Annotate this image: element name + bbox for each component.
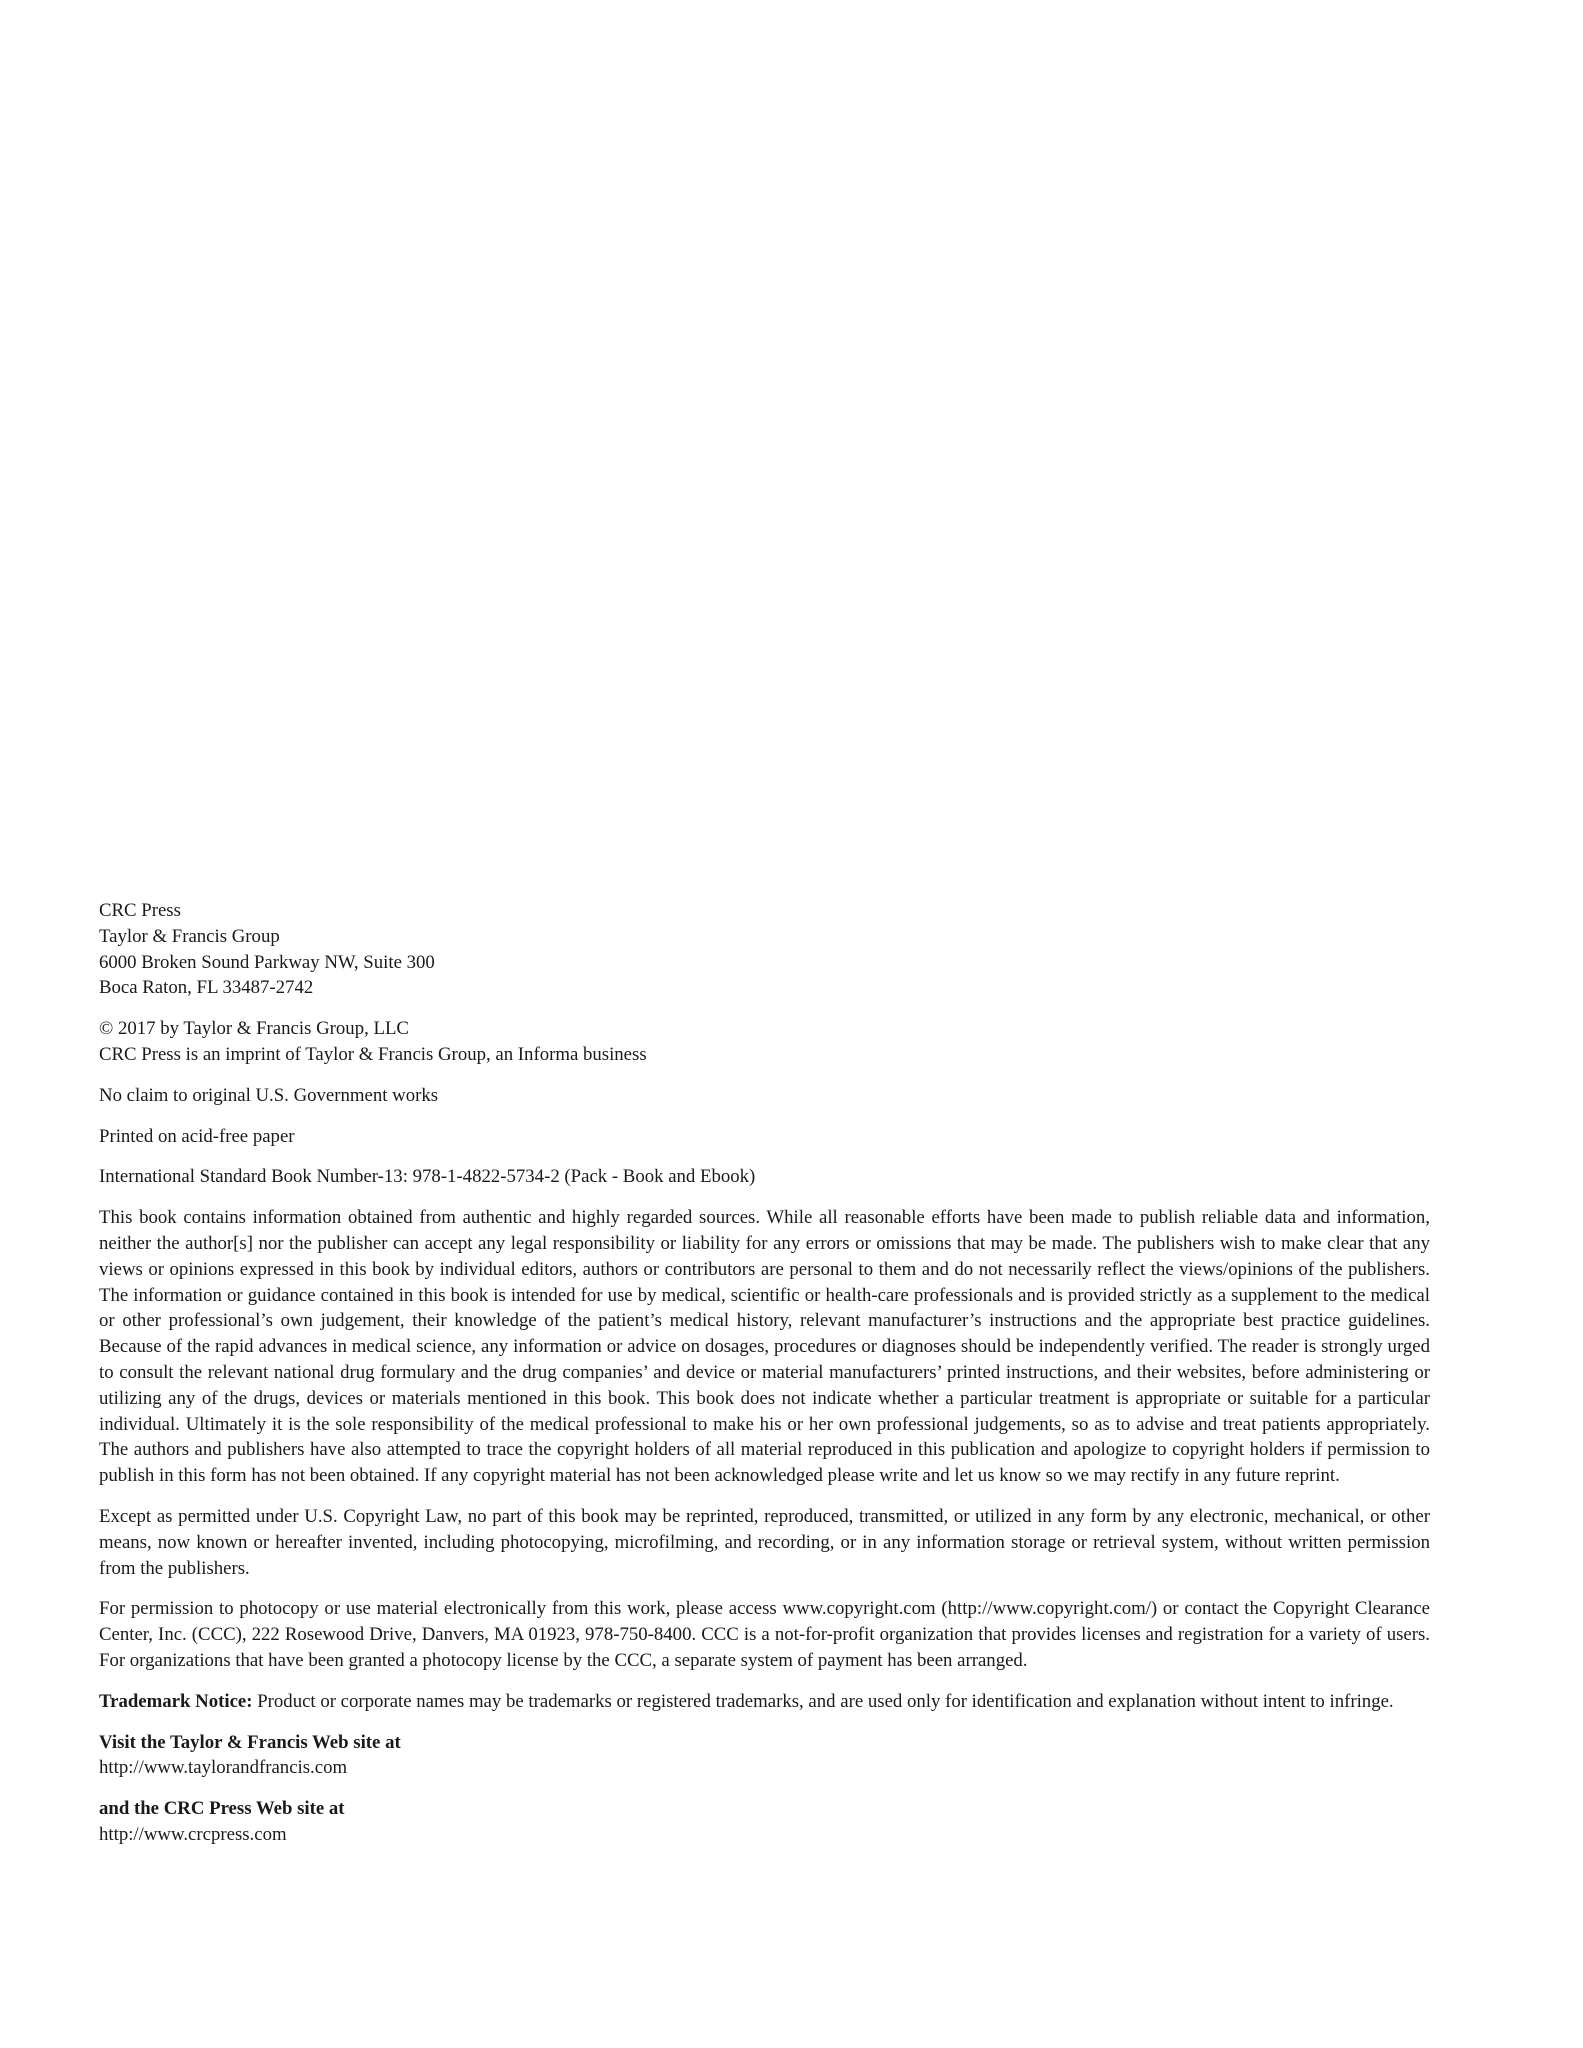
isbn-line: International Standard Book Number-13: 978-1-4822-5734-2 (Pack - Book and Ebook) bbox=[99, 1166, 756, 1188]
tf-website-heading: Visit the Taylor & Francis Web site at bbox=[99, 1731, 401, 1753]
publisher-address-line2: Boca Raton, FL 33487-2742 bbox=[99, 977, 314, 999]
trademark-label: Trademark Notice: bbox=[99, 1690, 253, 1712]
permission-paragraph: For permission to photocopy or use material electronically from this work, please access www.copyright.com (http://www.copyright.com/) or contact the Copyright Clearance Center, Inc. (CCC), 222 Rosewood Drive, Danvers, MA 01923, 978-750-8400. CCC is a not-for-profit organization that provides licenses and registration for a variety of users. For organizations that have been granted a photocopy license by the CCC, a separate system of payment has been arranged. bbox=[99, 1598, 1430, 1671]
publisher-address-line1: 6000 Broken Sound Parkway NW, Suite 300 bbox=[99, 951, 435, 973]
copyright-law-paragraph: Except as permitted under U.S. Copyright Law, no part of this book may be reprinted, reproduced, transmitted, or utilized in any form by any electronic, mechanical, or other means, now known or hereafter invented, including photocopying, microfilming, and recording, or in any information storage or retrieval system, without written permission from the publishers. bbox=[99, 1505, 1430, 1579]
no-claim-line: No claim to original U.S. Government works bbox=[99, 1084, 439, 1106]
publisher-group: Taylor & Francis Group bbox=[99, 925, 280, 947]
copyright-line: © 2017 by Taylor & Francis Group, LLC bbox=[99, 1018, 409, 1040]
crc-website-url: http://www.crcpress.com bbox=[99, 1823, 287, 1845]
imprint-line: CRC Press is an imprint of Taylor & Francis Group, an Informa business bbox=[99, 1043, 647, 1065]
copyright-block bbox=[99, 898, 1430, 1863]
copyright-notice bbox=[99, 1016, 1430, 1068]
trademark-notice bbox=[99, 1689, 1430, 1715]
tf-website-url: http://www.taylorandfrancis.com bbox=[99, 1757, 348, 1779]
tf-website bbox=[99, 1730, 1430, 1782]
publisher-name: CRC Press bbox=[99, 900, 181, 921]
disclaimer-paragraph: This book contains information obtained from authentic and highly regarded sources. While all reasonable efforts have been made to publish reliable data and information, neither the author[s] nor the publisher can accept any legal responsibility or liability for any errors or omissions that may be made. The publishers wish to make clear that any views or opinions expressed in this book by individual editors, authors or contributors are personal to them and do not necessarily reflect the views/opinions of the publishers. The information or guidance contained in this book is intended for use by medical, scientific or health-care professionals and is provided strictly as a supplement to the medical or other professional’s own judgement, their knowledge of the patient’s medical history, relevant manufacturer’s instructions and the appropriate best practice guidelines. Because of the rapid advances in medical science, any information or advice on dosages, procedures or diagnoses should be independently verified. The reader is strongly urged to consult the relevant national drug formulary and the drug companies’ and device or material manufacturers’ printed instructions, and their websites, before administering or utilizing any of the drugs, devices or materials mentioned in this book. This book does not indicate whether a particular treatment is appropriate or suitable for a particular individual. Ultimately it is the sole responsibility of the medical professional to make his or her own professional judgements, so as to advise and treat patients appropriately. The authors and publishers have also attempted to trace the copyright holders of all material reproduced in this publication and apologize to copyright holders if permission to publish in this form has not been obtained. If any copyright material has not been acknowledged please write and let us know so we may rectify in any future reprint. bbox=[99, 1207, 1430, 1487]
crc-website-heading: and the CRC Press Web site at bbox=[99, 1798, 345, 1820]
publisher-address bbox=[99, 898, 1430, 1001]
crc-website bbox=[99, 1796, 1430, 1848]
paper-line: Printed on acid-free paper bbox=[99, 1125, 295, 1147]
trademark-text: Product or corporate names may be trademarks or registered trademarks, and are used only for identification and explanation without intent to infringe. bbox=[252, 1690, 1394, 1712]
